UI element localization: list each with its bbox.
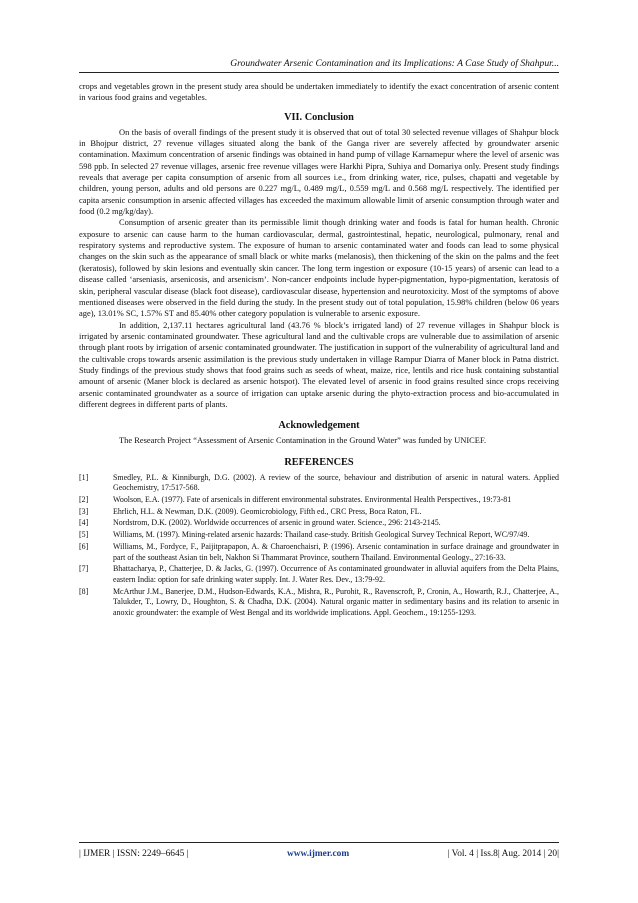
reference-number: [4] (79, 518, 89, 528)
footer-issue-info: | Vol. 4 | Iss.8| Aug. 2014 | 20| (447, 849, 559, 859)
reference-item (79, 507, 559, 518)
reference-item (79, 495, 559, 506)
reference-text: Ehrlich, H.L. & Newman, D.K. (2009). Geomicrobiology, Fifth ed., CRC Press, Boca Raton, FL. (113, 506, 422, 516)
conclusion-heading: VII. Conclusion (284, 111, 354, 123)
reference-text: Bhattacharya, P., Chatterjee, D. & Jacks, G. (1997). Occurrence of As contaminated groundwater in alluvial aquifers from the Delta Plains, eastern India: option for safe drinking water supply. Int. J. Water Res. Dev., 13:79-92. (113, 564, 559, 584)
reference-number: [3] (79, 506, 89, 516)
page-footer (79, 842, 559, 859)
reference-item (79, 587, 559, 619)
reference-number: [5] (79, 530, 89, 540)
reference-number: [2] (79, 495, 89, 505)
reference-number: [1] (79, 472, 89, 482)
reference-item (79, 530, 559, 541)
reference-text: McArthur J.M., Banerjee, D.M., Hudson-Edwards, K.A., Mishra, R., Purohit, R., Ravenscroft, P., Cronin, A., Howarth, R.J., Chatterjee, A., Talukder, T., Lowry, D., Houghton, S. & Chadha, D.K. (2004). Natural organic matter in sedimentary basins and its relation to arsenic in anoxic groundwater: the example of West Bengal and its worldwide implications. Appl. Geochem., 19:1255-1293. (113, 586, 559, 618)
reference-list (79, 473, 559, 619)
reference-text: Woolson, E.A. (1977). Fate of arsenicals in different environmental substrates. Environmental Health Perspectives., 19:73-81 (113, 495, 512, 505)
reference-text: Williams, M., Fordyce, F., Paijitprapapon, A. & Charoenchaisri, P. (1996). Arsenic contamination in surface drainage and groundwater in part of the southeast Asian tin belt, Nakhon Si Thammarat Province, southern Thailand. Environmental Geology., 27:16-33. (113, 541, 559, 562)
intro-paragraph: crops and vegetables grown in the present study area should be undertaken immediately to identify the exact concentration of arsenic content in various food grains and vegetables. (79, 81, 559, 103)
reference-text: Nordstrom, D.K. (2002). Worldwide occurrences of arsenic in ground water. Science., 296: 2143-2145. (113, 518, 441, 528)
page-body (79, 58, 559, 620)
footer-website-link[interactable]: www.ijmer.com (287, 849, 350, 859)
references-heading: REFERENCES (284, 456, 354, 468)
footer-journal-info: | IJMER | ISSN: 2249–6645 | (79, 849, 189, 859)
conclusion-paragraph-1: On the basis of overall findings of the present study it is observed that out of total 30 selected revenue villages of Shahpur block in Bhojpur district, 27 revenue villages situated along the bank of the Ganga river are severely affected by groundwater arsenic contamination. Maximum concentration of arsenic findings was obtained in hand pump of village Karnamepur where the level of arsenic was 598 ppb. In selected 27 revenue villages, arsenic free revenue villages were Harkhi Pipra, Suhiya and Domariya only. Present study findings reveals that average per capita consumption of arsenic from all sources i.e., from drinking water, rice, pulses, chapatti and vegetable by children, young person, adults and old persons are 0.227 mg/L, 0.489 mg/L, 0.559 mg/L and 0.568 mg/L respectively. The identified per capita arsenic consumption in arsenic affected villages has exceeded the maximum allowable limit of arsenic consumption through water and food (0.2 mg/kg/day). (79, 126, 559, 217)
reference-number: [7] (79, 564, 89, 574)
reference-number: [6] (79, 541, 89, 551)
acknowledgement-heading: Acknowledgement (278, 420, 360, 432)
reference-item (79, 542, 559, 563)
reference-item (79, 473, 559, 494)
conclusion-paragraph-3: In addition, 2,137.11 hectares agricultural land (43.76 % block’s irrigated land) of 27 revenue villages in Shahpur block is irrigated by arsenic contaminated groundwater. These agricultural land and the cultivable crops are vulnerable due to assimilation of arsenic through plant roots by irrigation of arsenic contaminated groundwater. The justification in support of the vulnerability of agricultural land and the cultivable crops towards arsenic assimilation is the previous study undertaken in village Rampur Diarra of Maner block in Patna district. Study findings of the previous study shows that food grains such as seeds of wheat, maize, rice, lentils and rice husk containing substantial amount of arsenic (Maner block is declared as arsenic hotspot). The elevated level of arsenic in food grains resulted since crops receiving arsenic contaminated groundwater as a source of irrigation can uptake arsenic during the phyto-extraction process and bio-accumulated in different degrees in different parts of plants. (79, 319, 559, 409)
reference-item (79, 564, 559, 585)
reference-item (79, 518, 559, 529)
reference-text: Smedley, P.L. & Kinniburgh, D.G. (2002). A review of the source, behaviour and distribution of arsenic in natural waters. Applied Geochemistry, 17:517-568. (113, 472, 559, 493)
reference-number: [8] (79, 586, 89, 596)
running-header: Groundwater Arsenic Contamination and its Implications: A Case Study of Shahpur... (79, 58, 559, 73)
conclusion-paragraph-2: Consumption of arsenic greater than its permissible limit though drinking water and foods is fatal for human health. Chronic exposure to arsenic can cause harm to the human cardiovascular, dermal, gastrointestinal, hepatic, neurological, pulmonary, renal and respiratory systems and reproductive system. The exposure of human to arsenic contaminated water and foods can lead to some physical changes on the skin such as the appearance of small black or white marks (melanosis), then thickening of the skin on the palms and the feet (keratosis), followed by skin lesions and eventually skin cancer. The long term ingestion or exposure (10-15 years) of arsenic can lead to a disease called ‘arseniasis, arsenicosis, and arsenicism’. Non-cancer endpoints include hyper-pigmentation, hypo-pigmentation, keratosis of skin, peripheral vascular disease (black foot disease), cardiovascular disease, hypertension and neurotoxicity. Most of the symptoms of above mentioned diseases were observed in the field during the study. In the present study out of total population, 15.98% children (below 06 years age), 13.01% SC, 1.57% ST and 85.40% other category population is vulnerable to arsenic exposure. (79, 217, 559, 319)
reference-text: Williams, M. (1997). Mining-related arsenic hazards: Thailand case-study. British Geological Survey Technical Report, WC/97/49. (113, 530, 530, 540)
acknowledgement-text: The Research Project “Assessment of Arsenic Contamination in the Ground Water” was funded by UNICEF. (119, 435, 487, 446)
